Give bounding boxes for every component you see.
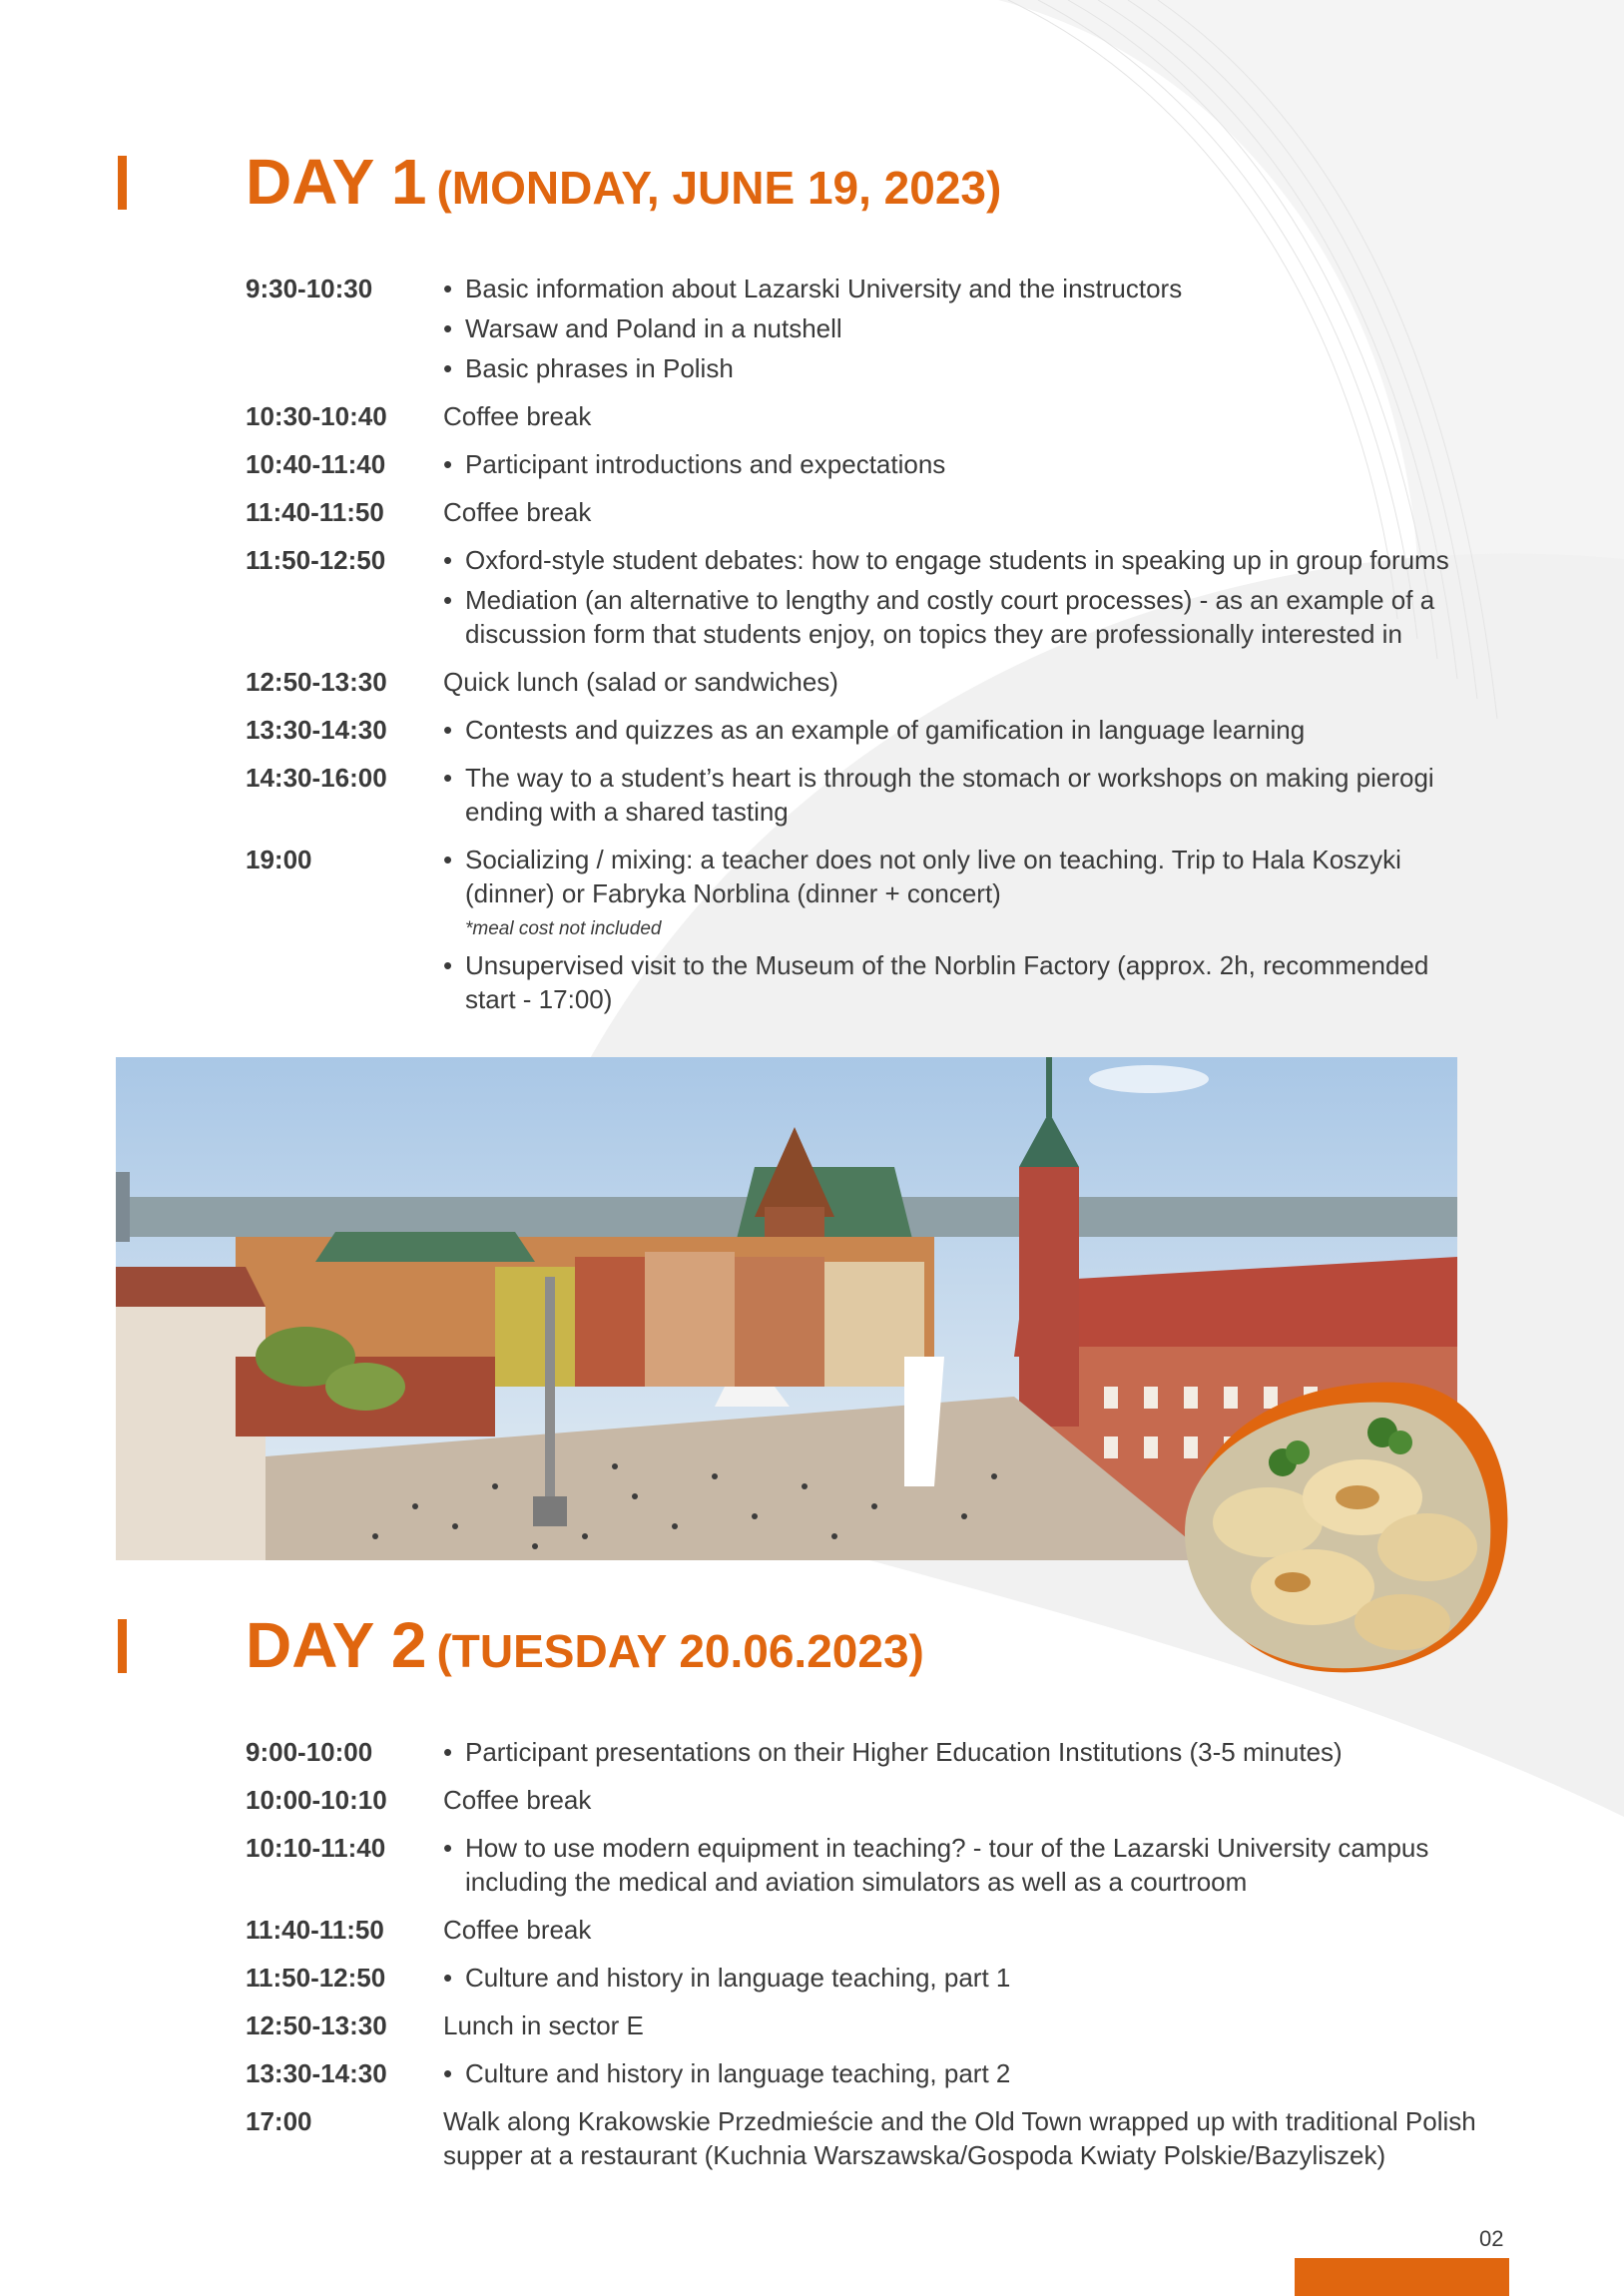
schedule-time: 11:50-12:50 [246,545,386,575]
schedule-time: 12:50-13:30 [246,667,387,697]
schedule-time: 14:30-16:00 [246,763,387,793]
schedule-time: 10:00-10:10 [246,1785,387,1815]
day1-heading [246,146,1002,218]
schedule-content [443,761,1483,829]
schedule-text: Walk along Krakowskie Przedmieście and the Old Town wrapped up with traditional Polish supper at a restaurant (Kuchnia Warszawska/Gospoda Kwiaty Polskie/Bazyliszek) [443,2106,1476,2170]
schedule-bullet-item: • The way to a student’s heart is through the stomach or workshops on making pierogi ending with a shared tasting [443,761,1483,829]
schedule-bullet-item: • Warsaw and Poland in a nutshell [443,311,1483,345]
schedule-row [246,272,1483,385]
schedule-time: 10:10-11:40 [246,1833,386,1863]
day2-accent-bar [118,1619,127,1673]
day1-schedule [246,272,1483,1030]
schedule-row [246,1735,1483,1769]
schedule-bullet-item: • How to use modern equipment in teaching? - tour of the Lazarski University campus including the medical and aviation simulators as well as a courtroom [443,1831,1483,1899]
day2-subtitle: (TUESDAY 20.06.2023) [436,1625,924,1677]
schedule-row [246,1831,1483,1899]
schedule-content [443,1913,1483,1947]
schedule-time: 11:40-11:50 [246,1915,384,1945]
schedule-time: 11:50-12:50 [246,1963,386,1993]
schedule-time: 9:00-10:00 [246,1737,373,1767]
schedule-content [443,2104,1483,2172]
schedule-time: 9:30-10:30 [246,274,373,303]
schedule-time: 10:30-10:40 [246,401,387,431]
schedule-row [246,399,1483,433]
page-number: 02 [1479,2226,1504,2251]
schedule-row [246,1913,1483,1947]
schedule-text: Quick lunch (salad or sandwiches) [443,667,838,697]
schedule-content [443,272,1483,385]
schedule-content [443,543,1483,651]
day2-heading [246,1609,924,1681]
schedule-content [443,2009,1483,2042]
schedule-time: 10:40-11:40 [246,449,386,479]
day1-accent-bar [118,156,127,210]
schedule-row [246,1783,1483,1817]
schedule-time: 13:30-14:30 [246,715,387,745]
day2-schedule [246,1735,1483,2186]
schedule-time: 11:40-11:50 [246,497,384,527]
schedule-text: Coffee break [443,401,592,431]
schedule-bullet-item: • Contests and quizzes as an example of gamification in language learning [443,713,1483,747]
day1-subtitle: (MONDAY, JUNE 19, 2023) [436,162,1002,214]
schedule-row [246,447,1483,481]
day1-title: DAY 1 [246,146,427,218]
schedule-row [246,495,1483,529]
schedule-content [443,447,1483,481]
day2-title: DAY 2 [246,1609,427,1681]
schedule-content [443,495,1483,529]
schedule-bullet-item: • Unsupervised visit to the Museum of the Norblin Factory (approx. 2h, recommended start - 17:00) [443,948,1483,1016]
schedule-row [246,713,1483,747]
schedule-content [443,713,1483,747]
schedule-content [443,1831,1483,1899]
footer-accent-bar [1295,2258,1509,2296]
schedule-content [443,2056,1483,2090]
schedule-text: Coffee break [443,1785,592,1815]
schedule-time: 13:30-14:30 [246,2058,387,2088]
schedule-content [443,1735,1483,1769]
schedule-row [246,665,1483,699]
schedule-row [246,2009,1483,2042]
schedule-bullet-item: • Culture and history in language teaching, part 2 [443,2056,1483,2090]
schedule-row [246,843,1483,1016]
schedule-content [443,1783,1483,1817]
schedule-bullet-item: • Oxford-style student debates: how to engage students in speaking up in group forums [443,543,1483,577]
schedule-bullet-item: • Participant presentations on their Higher Education Institutions (3-5 minutes) [443,1735,1483,1769]
schedule-content [443,1961,1483,1995]
schedule-row [246,543,1483,651]
schedule-text: Coffee break [443,1915,592,1945]
schedule-row [246,761,1483,829]
pierogi-photo [1173,1373,1512,1682]
schedule-bullet-item: • Basic information about Lazarski University and the instructors [443,272,1483,305]
schedule-bullet-item: • Participant introductions and expectations [443,447,1483,481]
schedule-time: 19:00 [246,845,312,874]
schedule-row [246,2056,1483,2090]
schedule-bullet-item: • Mediation (an alternative to lengthy and costly court processes) - as an example of a discussion form that students enjoy, on topics they are professionally interested in [443,583,1483,651]
schedule-row [246,2104,1483,2172]
schedule-bullet-item: • Socializing / mixing: a teacher does not only live on teaching. Trip to Hala Koszyki (dinner) or Fabryka Norblina (dinner + concert) [443,843,1483,910]
schedule-time: 17:00 [246,2106,312,2136]
schedule-content [443,665,1483,699]
schedule-text: Lunch in sector E [443,2010,644,2040]
schedule-text: Coffee break [443,497,592,527]
schedule-row [246,1961,1483,1995]
schedule-note: *meal cost not included [465,918,662,939]
schedule-time: 12:50-13:30 [246,2010,387,2040]
schedule-bullet-item: • Basic phrases in Polish [443,351,1483,385]
schedule-content [443,399,1483,433]
schedule-bullet-item: • Culture and history in language teaching, part 1 [443,1961,1483,1995]
schedule-content [443,843,1483,1016]
